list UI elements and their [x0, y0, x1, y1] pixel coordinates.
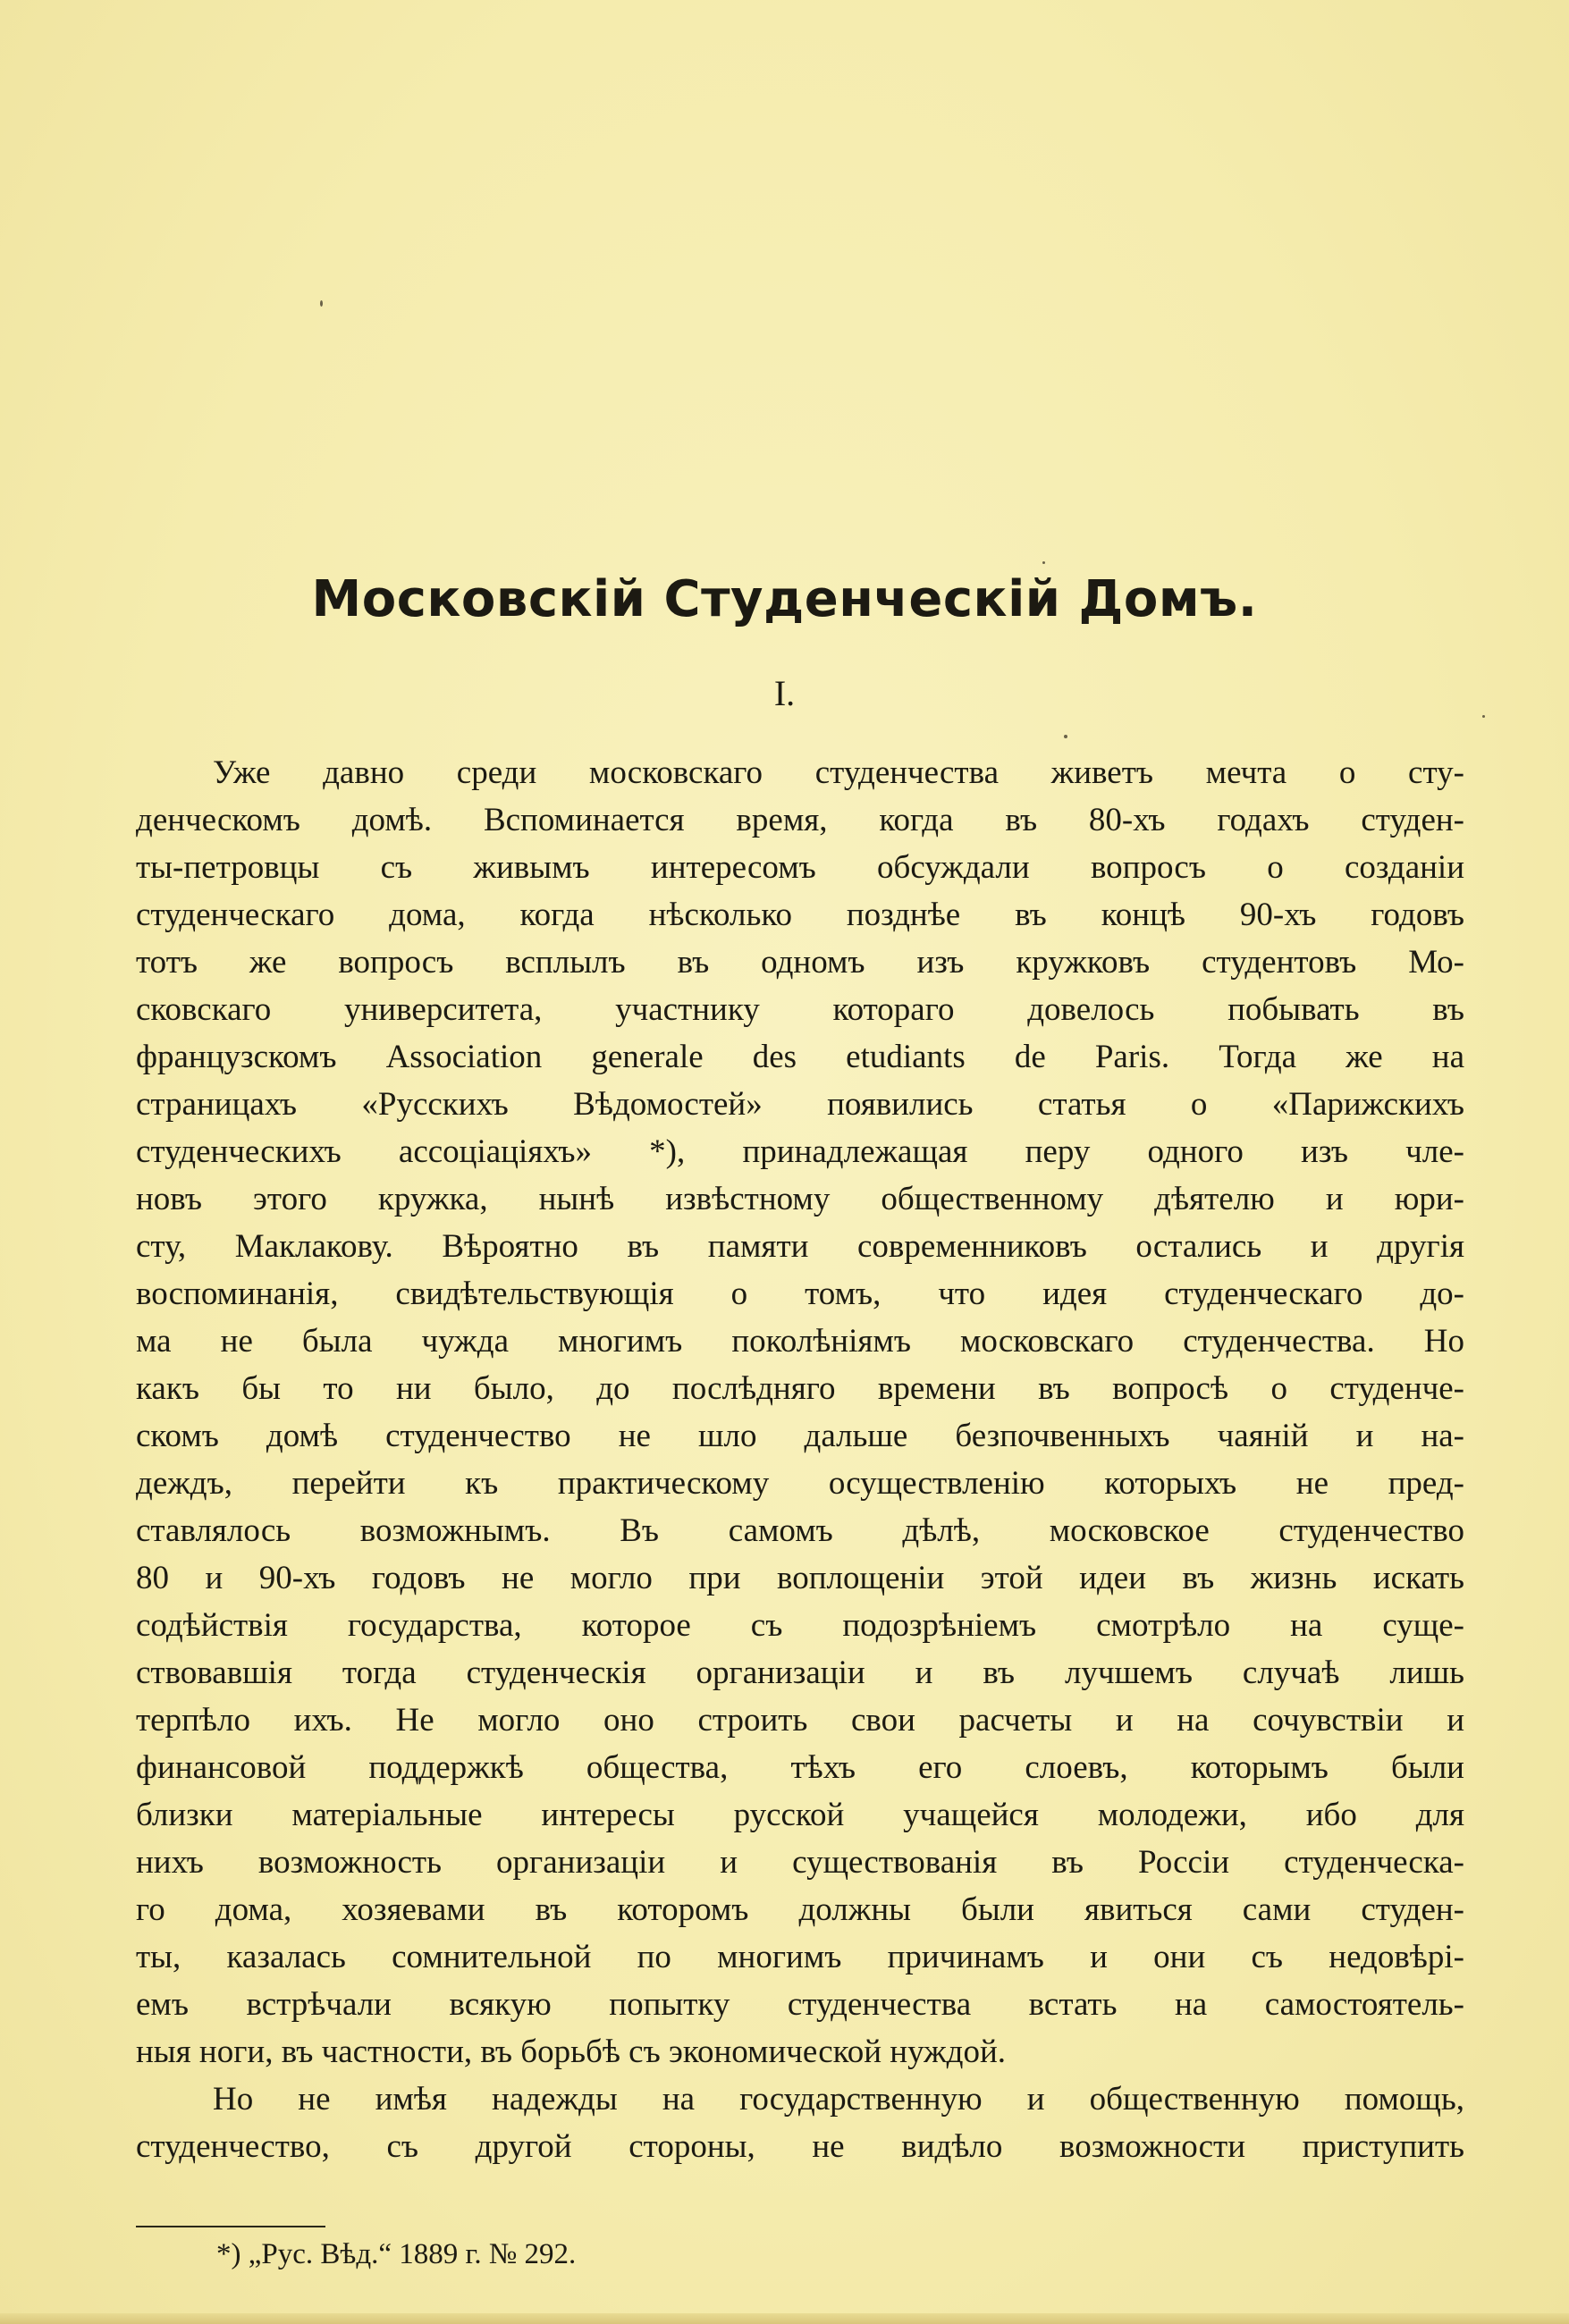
paragraph-2	[136, 2076, 1464, 2170]
text-line: какъ бы то ни было, до послѣдняго времени въ вопросѣ о студенче-	[136, 1370, 1464, 1407]
text-line: ма не была чужда многимъ поколѣніямъ московскаго студенчества. Но	[136, 1323, 1464, 1360]
text-line: тотъ же вопросъ всплылъ въ одномъ изъ кружковъ студентовъ Мо-	[136, 944, 1464, 981]
body-text	[136, 749, 1464, 2170]
text-line: студенческаго дома, когда нѣсколько позднѣе въ концѣ 90-хъ годовъ	[136, 897, 1464, 933]
text-line: деждъ, перейти къ практическому осуществленію которыхъ не пред-	[136, 1465, 1464, 1502]
text-line: скомъ домѣ студенчество не шло дальше безпочвенныхъ чаяній и на-	[136, 1418, 1464, 1454]
text-line: Но не имѣя надежды на государственную и общественную помощь,	[213, 2081, 1464, 2118]
section-number: I.	[773, 673, 796, 713]
text-line: страницахъ «Русскихъ Вѣдомостей» появились статья о «Парижскихъ	[136, 1086, 1464, 1123]
text-line: новъ этого кружка, нынѣ извѣстному общественному дѣятелю и юри-	[136, 1181, 1464, 1217]
text-line: го дома, хозяевами въ которомъ должны были явиться сами студен-	[136, 1891, 1464, 1928]
text-line: студенчество, съ другой стороны, не видѣло возможности приступить	[136, 2128, 1464, 2165]
text-line: терпѣло ихъ. Не могло оно строить свои расчеты и на сочувствіи и	[136, 1702, 1464, 1739]
text-line: французскомъ Association generale des etudiants de Paris. Тогда же на	[136, 1039, 1464, 1075]
text-line: сковскаго университета, участнику котораго довелось побывать въ	[136, 991, 1464, 1028]
text-line: содѣйствія государства, которое съ подозрѣніемъ смотрѣло на суще-	[136, 1607, 1464, 1644]
text-line: ставлялось возможнымъ. Въ самомъ дѣлѣ, московское студенчество	[136, 1512, 1464, 1549]
text-line: ты, казалась сомнительной по многимъ причинамъ и они съ недовѣрі-	[136, 1939, 1464, 1975]
text-line: емъ встрѣчали всякую попытку студенчества встать на самостоятель-	[136, 1986, 1464, 2023]
paragraph-1	[136, 749, 1464, 2076]
paper-speck	[1482, 715, 1485, 718]
page-title: Московскій Студенческій Домъ.	[311, 570, 1258, 628]
text-line: студенческихъ ассоціаціяхъ» *), принадлежащая перу одного изъ чле-	[136, 1133, 1464, 1170]
text-line: 80 и 90-хъ годовъ не могло при воплощеніи этой идеи въ жизнь искать	[136, 1560, 1464, 1596]
text-line: денческомъ домѣ. Вспоминается время, когда въ 80-хъ годахъ студен-	[136, 802, 1464, 838]
text-line: ствовавшія тогда студенческія организаціи и въ лучшемъ случаѣ лишь	[136, 1655, 1464, 1691]
text-line: сту, Маклакову. Вѣроятно въ памяти современниковъ остались и другія	[136, 1228, 1464, 1265]
text-line: ныя ноги, въ частности, въ борьбѣ съ экономической нуждой.	[136, 2034, 1007, 2070]
text-line: воспоминанія, свидѣтельствующія о томъ, что идея студенческаго до-	[136, 1276, 1464, 1312]
text-line: нихъ возможность организаціи и существованія въ Россіи студенческа-	[136, 1844, 1464, 1881]
footnote: *) „Рус. Вѣд.“ 1889 г. № 292.	[216, 2238, 577, 2270]
paper-speck	[1064, 735, 1067, 738]
paper-speck	[320, 300, 323, 307]
text-line: Уже давно среди московскаго студенчества живетъ мечта о сту-	[213, 754, 1464, 791]
footnote-divider	[136, 2226, 325, 2227]
paper-speck	[1042, 561, 1045, 564]
text-line: финансовой поддержкѣ общества, тѣхъ его слоевъ, которымъ были	[136, 1749, 1464, 1786]
page-bottom-edge	[0, 2313, 1569, 2324]
text-line: близки матеріальные интересы русской учащейся молодежи, ибо для	[136, 1797, 1464, 1833]
text-line: ты-петровцы съ живымъ интересомъ обсуждали вопросъ о созданіи	[136, 849, 1464, 886]
